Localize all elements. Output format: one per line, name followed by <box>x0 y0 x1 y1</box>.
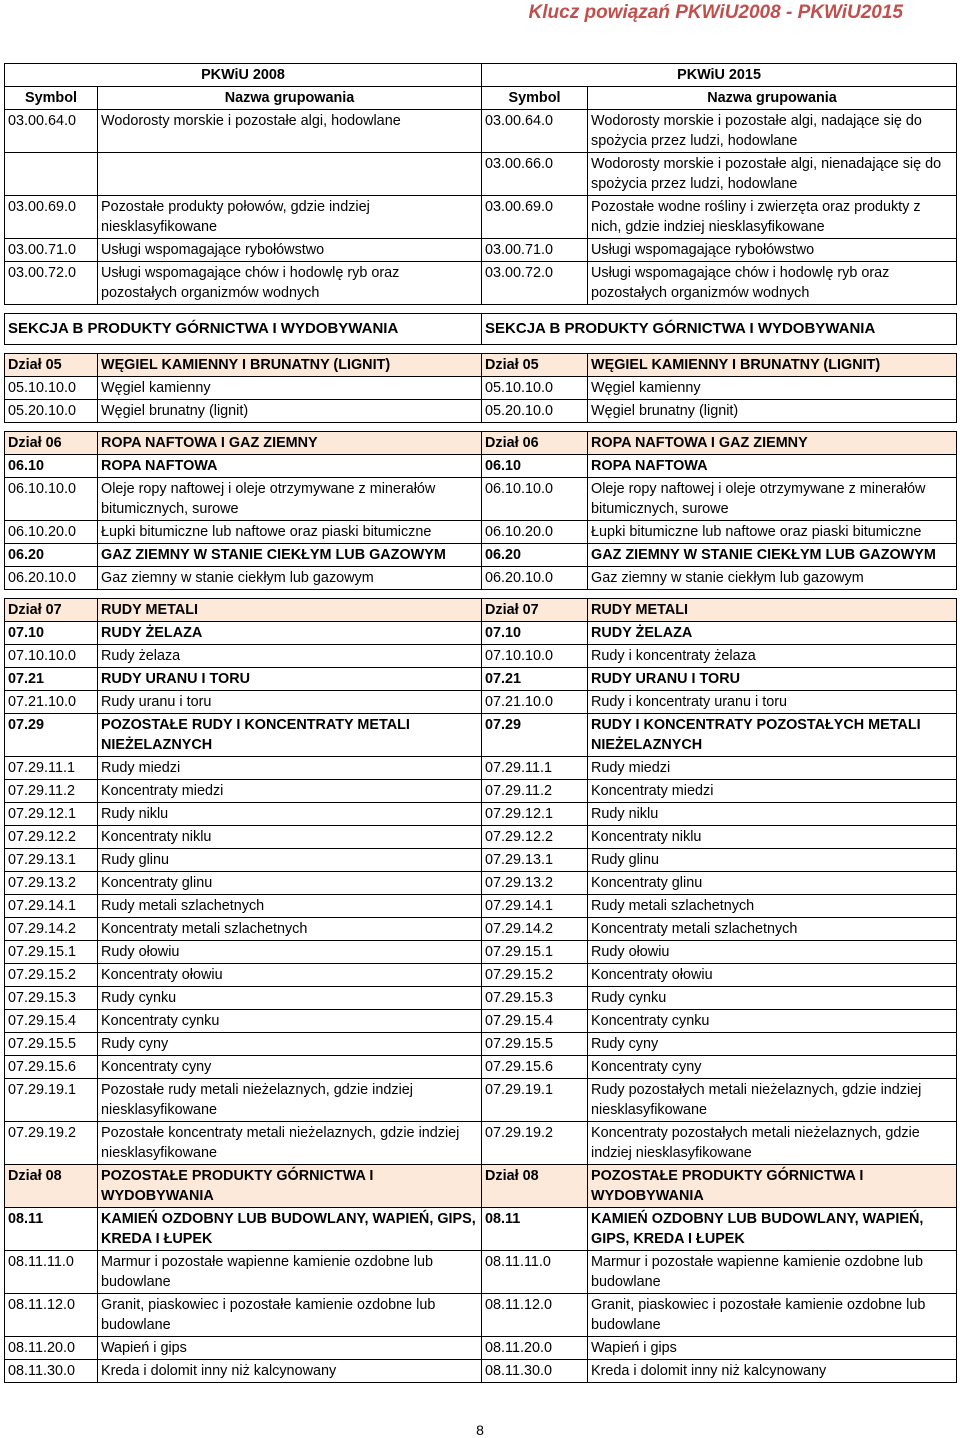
table-row <box>5 1337 957 1360</box>
name-2008-cell: KAMIEŃ OZDOBNY LUB BUDOWLANY, WAPIEŃ, GIPS, KREDA I ŁUPEK <box>98 1208 482 1251</box>
name-2008-cell: Gaz ziemny w stanie ciekłym lub gazowym <box>98 567 482 590</box>
table-row <box>5 1010 957 1033</box>
name-2015-cell: GAZ ZIEMNY W STANIE CIEKŁYM LUB GAZOWYM <box>588 544 957 567</box>
spacer-row <box>5 590 957 599</box>
symbol-2015-cell: 05.10.10.0 <box>482 377 588 400</box>
symbol-2015-cell: 07.29.11.1 <box>482 757 588 780</box>
name-2015-cell: Węgiel brunatny (lignit) <box>588 400 957 423</box>
name-2015-cell: Granit, piaskowiec i pozostałe kamienie ozdobne lub budowlane <box>588 1294 957 1337</box>
name-2015-cell: ROPA NAFTOWA I GAZ ZIEMNY <box>588 432 957 455</box>
symbol-2015-cell: 07.29.15.1 <box>482 941 588 964</box>
symbol-2015-cell: 03.00.71.0 <box>482 239 588 262</box>
table-row <box>5 478 957 521</box>
symbol-2008-cell: 07.29.15.4 <box>5 1010 98 1033</box>
symbol-2015-cell: 08.11.30.0 <box>482 1360 588 1383</box>
symbol-2015-cell: 03.00.64.0 <box>482 110 588 153</box>
symbol-2015-cell: 06.10 <box>482 455 588 478</box>
symbol-2015-cell: Dział 07 <box>482 599 588 622</box>
table-body <box>5 64 957 1383</box>
name-2015-cell: Koncentraty cynku <box>588 1010 957 1033</box>
header-pkwiu-2015: PKWiU 2015 <box>482 64 957 87</box>
name-2008-cell: Koncentraty miedzi <box>98 780 482 803</box>
table-row <box>5 691 957 714</box>
name-2008-cell: Rudy uranu i toru <box>98 691 482 714</box>
symbol-2015-cell: 07.29.15.3 <box>482 987 588 1010</box>
table-row <box>5 964 957 987</box>
name-2015-cell: Łupki bitumiczne lub naftowe oraz piaski bitumiczne <box>588 521 957 544</box>
name-2008-cell: Kreda i dolomit inny niż kalcynowany <box>98 1360 482 1383</box>
table-row <box>5 544 957 567</box>
table-row <box>5 1033 957 1056</box>
table-row <box>5 521 957 544</box>
symbol-2008-cell: 07.29.19.2 <box>5 1122 98 1165</box>
table-row <box>5 1251 957 1294</box>
symbol-2015-cell: 07.29 <box>482 714 588 757</box>
division-row <box>5 432 957 455</box>
table-row <box>5 872 957 895</box>
symbol-2008-cell: 07.29.15.1 <box>5 941 98 964</box>
name-2015-cell: Koncentraty metali szlachetnych <box>588 918 957 941</box>
name-2008-cell: Koncentraty cynku <box>98 1010 482 1033</box>
symbol-2015-cell: 08.11.11.0 <box>482 1251 588 1294</box>
table-row <box>5 455 957 478</box>
symbol-2008-cell: 06.10.10.0 <box>5 478 98 521</box>
table-row <box>5 941 957 964</box>
name-2008-cell: GAZ ZIEMNY W STANIE CIEKŁYM LUB GAZOWYM <box>98 544 482 567</box>
symbol-2008-cell: 07.29 <box>5 714 98 757</box>
division-row <box>5 1165 957 1208</box>
spacer-row <box>5 345 957 354</box>
table-row <box>5 1079 957 1122</box>
name-2015-cell: Koncentraty pozostałych metali nieżelaznych, gdzie indziej niesklasyfikowane <box>588 1122 957 1165</box>
name-2008-cell: Rudy niklu <box>98 803 482 826</box>
name-2008-cell: Koncentraty metali szlachetnych <box>98 918 482 941</box>
table-row <box>5 987 957 1010</box>
section-title-2015: SEKCJA B PRODUKTY GÓRNICTWA I WYDOBYWANIA <box>482 314 957 345</box>
name-2015-cell: Rudy ołowiu <box>588 941 957 964</box>
section-title-2008: SEKCJA B PRODUKTY GÓRNICTWA I WYDOBYWANIA <box>5 314 482 345</box>
spacer-cell <box>5 590 957 599</box>
symbol-2015-cell: 07.21 <box>482 668 588 691</box>
name-2008-cell: RUDY ŻELAZA <box>98 622 482 645</box>
header-group-row <box>5 64 957 87</box>
header-pkwiu-2008: PKWiU 2008 <box>5 64 482 87</box>
symbol-2008-cell: 07.29.11.2 <box>5 780 98 803</box>
symbol-2008-cell: 08.11.11.0 <box>5 1251 98 1294</box>
symbol-2015-cell: 07.29.15.4 <box>482 1010 588 1033</box>
table-row <box>5 714 957 757</box>
name-2015-cell: RUDY ŻELAZA <box>588 622 957 645</box>
symbol-2008-cell: 07.29.13.2 <box>5 872 98 895</box>
header-symbol-2008: Symbol <box>5 87 98 110</box>
name-2008-cell: Pozostałe koncentraty metali nieżelaznych, gdzie indziej niesklasyfikowane <box>98 1122 482 1165</box>
name-2015-cell: Kreda i dolomit inny niż kalcynowany <box>588 1360 957 1383</box>
symbol-2015-cell: 05.20.10.0 <box>482 400 588 423</box>
symbol-2008-cell: Dział 07 <box>5 599 98 622</box>
division-row <box>5 599 957 622</box>
name-2015-cell: WĘGIEL KAMIENNY I BRUNATNY (LIGNIT) <box>588 354 957 377</box>
table-row <box>5 895 957 918</box>
name-2015-cell: Koncentraty cyny <box>588 1056 957 1079</box>
symbol-2008-cell: 07.10 <box>5 622 98 645</box>
symbol-2008-cell: 06.10 <box>5 455 98 478</box>
table-row <box>5 849 957 872</box>
name-2008-cell: Pozostałe rudy metali nieżelaznych, gdzie indziej niesklasyfikowane <box>98 1079 482 1122</box>
spacer-cell <box>5 345 957 354</box>
symbol-2008-cell: 07.29.14.2 <box>5 918 98 941</box>
symbol-2008-cell: 08.11.12.0 <box>5 1294 98 1337</box>
symbol-2008-cell: 08.11.30.0 <box>5 1360 98 1383</box>
table-row <box>5 196 957 239</box>
name-2015-cell: ROPA NAFTOWA <box>588 455 957 478</box>
name-2015-cell: Usługi wspomagające rybołówstwo <box>588 239 957 262</box>
symbol-2008-cell: 08.11.20.0 <box>5 1337 98 1360</box>
name-2015-cell: Koncentraty miedzi <box>588 780 957 803</box>
name-2015-cell: Rudy i koncentraty żelaza <box>588 645 957 668</box>
name-2015-cell: Węgiel kamienny <box>588 377 957 400</box>
symbol-2015-cell: 07.29.14.2 <box>482 918 588 941</box>
name-2015-cell: Usługi wspomagające chów i hodowlę ryb oraz pozostałych organizmów wodnych <box>588 262 957 305</box>
name-2015-cell: Rudy glinu <box>588 849 957 872</box>
name-2008-cell <box>98 153 482 196</box>
symbol-2008-cell: 07.29.12.2 <box>5 826 98 849</box>
name-2008-cell: Węgiel kamienny <box>98 377 482 400</box>
table-row <box>5 567 957 590</box>
name-2008-cell: WĘGIEL KAMIENNY I BRUNATNY (LIGNIT) <box>98 354 482 377</box>
symbol-2015-cell: 07.10 <box>482 622 588 645</box>
table-row <box>5 1122 957 1165</box>
name-2008-cell: Marmur i pozostałe wapienne kamienie ozdobne lub budowlane <box>98 1251 482 1294</box>
name-2008-cell: RUDY METALI <box>98 599 482 622</box>
table-row <box>5 110 957 153</box>
symbol-2008-cell: 03.00.69.0 <box>5 196 98 239</box>
name-2008-cell: Oleje ropy naftowej i oleje otrzymywane z minerałów bitumicznych, surowe <box>98 478 482 521</box>
symbol-2008-cell: 03.00.71.0 <box>5 239 98 262</box>
table-row <box>5 803 957 826</box>
name-2008-cell: ROPA NAFTOWA <box>98 455 482 478</box>
spacer-row <box>5 305 957 314</box>
table-row <box>5 262 957 305</box>
symbol-2015-cell: 07.29.15.2 <box>482 964 588 987</box>
symbol-2008-cell: 07.29.19.1 <box>5 1079 98 1122</box>
symbol-2015-cell: 07.29.13.2 <box>482 872 588 895</box>
name-2015-cell: RUDY METALI <box>588 599 957 622</box>
name-2008-cell: POZOSTAŁE PRODUKTY GÓRNICTWA I WYDOBYWANIA <box>98 1165 482 1208</box>
name-2015-cell: Rudy metali szlachetnych <box>588 895 957 918</box>
name-2015-cell: KAMIEŃ OZDOBNY LUB BUDOWLANY, WAPIEŃ, GIPS, KREDA I ŁUPEK <box>588 1208 957 1251</box>
mapping-table <box>4 63 957 1383</box>
table-row <box>5 918 957 941</box>
symbol-2008-cell: 08.11 <box>5 1208 98 1251</box>
header-name-2015: Nazwa grupowania <box>588 87 957 110</box>
header-name-2008: Nazwa grupowania <box>98 87 482 110</box>
symbol-2015-cell: 07.29.14.1 <box>482 895 588 918</box>
table-row <box>5 1360 957 1383</box>
table-row <box>5 1294 957 1337</box>
name-2008-cell: Usługi wspomagające rybołówstwo <box>98 239 482 262</box>
spacer-row <box>5 423 957 432</box>
symbol-2015-cell: 07.29.19.1 <box>482 1079 588 1122</box>
symbol-2008-cell: 05.20.10.0 <box>5 400 98 423</box>
table-row <box>5 757 957 780</box>
name-2008-cell: Usługi wspomagające chów i hodowlę ryb oraz pozostałych organizmów wodnych <box>98 262 482 305</box>
symbol-2015-cell: 07.21.10.0 <box>482 691 588 714</box>
name-2015-cell: Gaz ziemny w stanie ciekłym lub gazowym <box>588 567 957 590</box>
symbol-2015-cell: Dział 08 <box>482 1165 588 1208</box>
symbol-2015-cell: 06.20.10.0 <box>482 567 588 590</box>
name-2008-cell: Rudy ołowiu <box>98 941 482 964</box>
page-number: 8 <box>476 1422 484 1438</box>
name-2008-cell: Wodorosty morskie i pozostałe algi, hodowlane <box>98 110 482 153</box>
name-2008-cell: Wapień i gips <box>98 1337 482 1360</box>
symbol-2008-cell: 07.29.11.1 <box>5 757 98 780</box>
header-symbol-2015: Symbol <box>482 87 588 110</box>
page-title: Klucz powiązań PKWiU2008 - PKWiU2015 <box>528 2 903 23</box>
symbol-2008-cell: 07.29.15.2 <box>5 964 98 987</box>
name-2015-cell: POZOSTAŁE PRODUKTY GÓRNICTWA I WYDOBYWANIA <box>588 1165 957 1208</box>
spacer-cell <box>5 305 957 314</box>
name-2015-cell: Koncentraty ołowiu <box>588 964 957 987</box>
table-row <box>5 622 957 645</box>
symbol-2015-cell: 07.29.12.1 <box>482 803 588 826</box>
symbol-2015-cell: 08.11.12.0 <box>482 1294 588 1337</box>
name-2008-cell: Rudy glinu <box>98 849 482 872</box>
name-2015-cell: Pozostałe wodne rośliny i zwierzęta oraz produkty z nich, gdzie indziej niesklasyfikowane <box>588 196 957 239</box>
name-2015-cell: Rudy cynku <box>588 987 957 1010</box>
symbol-2008-cell: 07.29.15.3 <box>5 987 98 1010</box>
symbol-2015-cell: 03.00.72.0 <box>482 262 588 305</box>
symbol-2008-cell <box>5 153 98 196</box>
symbol-2015-cell: 07.29.19.2 <box>482 1122 588 1165</box>
symbol-2008-cell: Dział 05 <box>5 354 98 377</box>
symbol-2008-cell: Dział 06 <box>5 432 98 455</box>
table-row <box>5 400 957 423</box>
symbol-2015-cell: Dział 06 <box>482 432 588 455</box>
name-2008-cell: Koncentraty cyny <box>98 1056 482 1079</box>
name-2015-cell: Rudy pozostałych metali nieżelaznych, gdzie indziej niesklasyfikowane <box>588 1079 957 1122</box>
name-2008-cell: Łupki bitumiczne lub naftowe oraz piaski bitumiczne <box>98 521 482 544</box>
name-2015-cell: Koncentraty niklu <box>588 826 957 849</box>
name-2008-cell: Rudy miedzi <box>98 757 482 780</box>
symbol-2015-cell: 07.29.11.2 <box>482 780 588 803</box>
name-2008-cell: Granit, piaskowiec i pozostałe kamienie ozdobne lub budowlane <box>98 1294 482 1337</box>
symbol-2008-cell: 07.29.12.1 <box>5 803 98 826</box>
symbol-2008-cell: 05.10.10.0 <box>5 377 98 400</box>
table-row <box>5 645 957 668</box>
division-row <box>5 354 957 377</box>
symbol-2008-cell: 06.20.10.0 <box>5 567 98 590</box>
name-2015-cell: Rudy niklu <box>588 803 957 826</box>
symbol-2008-cell: Dział 08 <box>5 1165 98 1208</box>
symbol-2015-cell: 06.10.20.0 <box>482 521 588 544</box>
name-2008-cell: Rudy cynku <box>98 987 482 1010</box>
symbol-2015-cell: 07.10.10.0 <box>482 645 588 668</box>
name-2015-cell: Marmur i pozostałe wapienne kamienie ozdobne lub budowlane <box>588 1251 957 1294</box>
table-row <box>5 377 957 400</box>
symbol-2008-cell: 07.29.13.1 <box>5 849 98 872</box>
symbol-2015-cell: 08.11.20.0 <box>482 1337 588 1360</box>
table-row <box>5 668 957 691</box>
symbol-2008-cell: 07.29.15.6 <box>5 1056 98 1079</box>
symbol-2015-cell: 07.29.15.5 <box>482 1033 588 1056</box>
symbol-2015-cell: Dział 05 <box>482 354 588 377</box>
symbol-2008-cell: 07.29.15.5 <box>5 1033 98 1056</box>
table-row <box>5 153 957 196</box>
name-2008-cell: Koncentraty glinu <box>98 872 482 895</box>
name-2008-cell: ROPA NAFTOWA I GAZ ZIEMNY <box>98 432 482 455</box>
name-2008-cell: Rudy metali szlachetnych <box>98 895 482 918</box>
name-2008-cell: POZOSTAŁE RUDY I KONCENTRATY METALI NIEŻELAZNYCH <box>98 714 482 757</box>
symbol-2015-cell: 07.29.13.1 <box>482 849 588 872</box>
name-2015-cell: Wodorosty morskie i pozostałe algi, nadające się do spożycia przez ludzi, hodowlane <box>588 110 957 153</box>
name-2015-cell: Rudy i koncentraty uranu i toru <box>588 691 957 714</box>
symbol-2008-cell: 07.29.14.1 <box>5 895 98 918</box>
symbol-2015-cell: 06.10.10.0 <box>482 478 588 521</box>
name-2015-cell: Wodorosty morskie i pozostałe algi, nienadające się do spożycia przez ludzi, hodowlane <box>588 153 957 196</box>
symbol-2008-cell: 03.00.72.0 <box>5 262 98 305</box>
name-2015-cell: Wapień i gips <box>588 1337 957 1360</box>
name-2015-cell: RUDY I KONCENTRATY POZOSTAŁYCH METALI NIEŻELAZNYCH <box>588 714 957 757</box>
table-row <box>5 1056 957 1079</box>
table-row <box>5 1208 957 1251</box>
symbol-2008-cell: 03.00.64.0 <box>5 110 98 153</box>
symbol-2008-cell: 07.21 <box>5 668 98 691</box>
symbol-2015-cell: 03.00.66.0 <box>482 153 588 196</box>
symbol-2008-cell: 06.20 <box>5 544 98 567</box>
symbol-2015-cell: 06.20 <box>482 544 588 567</box>
table-row <box>5 780 957 803</box>
name-2008-cell: Rudy żelaza <box>98 645 482 668</box>
symbol-2015-cell: 08.11 <box>482 1208 588 1251</box>
name-2008-cell: RUDY URANU I TORU <box>98 668 482 691</box>
spacer-cell <box>5 423 957 432</box>
symbol-2015-cell: 03.00.69.0 <box>482 196 588 239</box>
name-2008-cell: Koncentraty niklu <box>98 826 482 849</box>
name-2015-cell: Rudy cyny <box>588 1033 957 1056</box>
symbol-2008-cell: 07.21.10.0 <box>5 691 98 714</box>
name-2008-cell: Rudy cyny <box>98 1033 482 1056</box>
table-row <box>5 239 957 262</box>
symbol-2015-cell: 07.29.12.2 <box>482 826 588 849</box>
name-2008-cell: Koncentraty ołowiu <box>98 964 482 987</box>
name-2015-cell: Rudy miedzi <box>588 757 957 780</box>
section-row <box>5 314 957 345</box>
name-2015-cell: Koncentraty glinu <box>588 872 957 895</box>
symbol-2008-cell: 07.10.10.0 <box>5 645 98 668</box>
name-2015-cell: Oleje ropy naftowej i oleje otrzymywane z minerałów bitumicznych, surowe <box>588 478 957 521</box>
table-row <box>5 826 957 849</box>
name-2008-cell: Pozostałe produkty połowów, gdzie indziej niesklasyfikowane <box>98 196 482 239</box>
header-columns-row <box>5 87 957 110</box>
symbol-2015-cell: 07.29.15.6 <box>482 1056 588 1079</box>
name-2008-cell: Węgiel brunatny (lignit) <box>98 400 482 423</box>
symbol-2008-cell: 06.10.20.0 <box>5 521 98 544</box>
name-2015-cell: RUDY URANU I TORU <box>588 668 957 691</box>
